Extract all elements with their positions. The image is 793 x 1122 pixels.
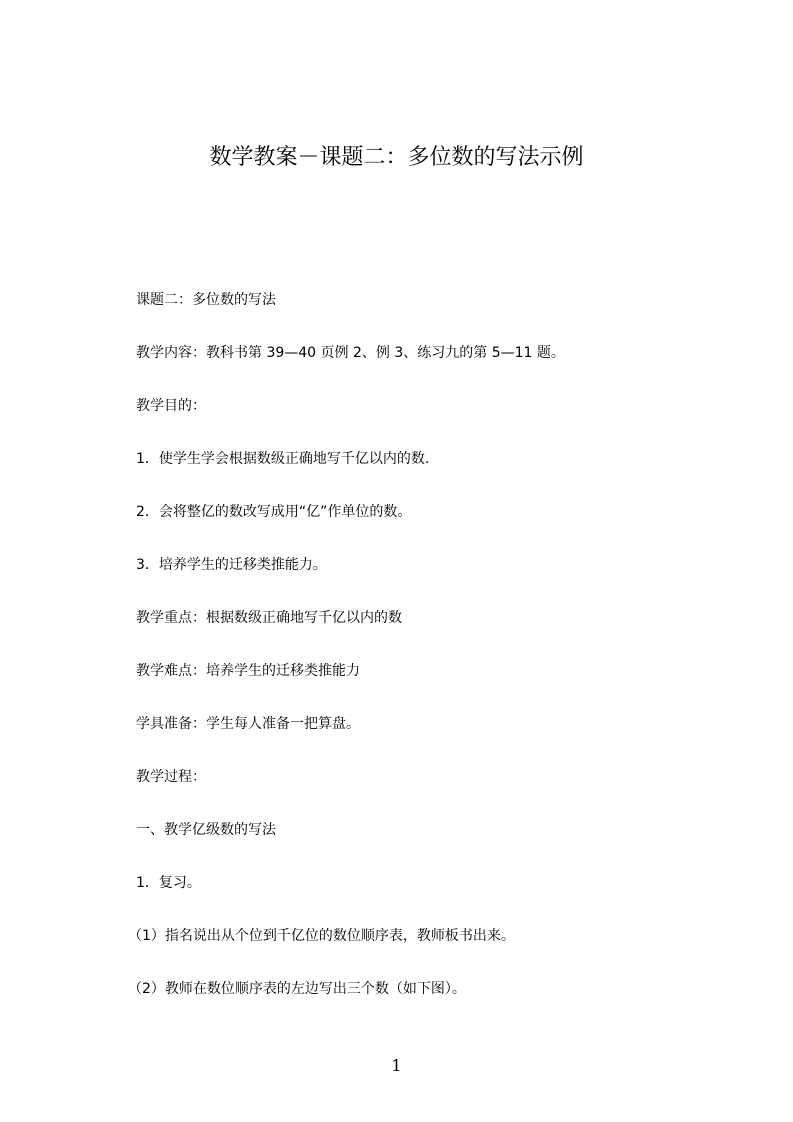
teaching-objectives-heading: 教学目的：	[136, 398, 206, 414]
teaching-content: 教学内容：教科书第 39—40 页例 2、例 3、练习九的第 5—11 题。	[136, 345, 565, 361]
teaching-difficulty: 教学难点：培养学生的迁移类推能力	[136, 663, 360, 679]
objective-item-3: 3．培养学生的迁移类推能力。	[136, 557, 327, 573]
teaching-focus: 教学重点：根据数级正确地写千亿以内的数	[136, 610, 402, 626]
topic-heading: 课题二：多位数的写法	[136, 292, 276, 308]
section-heading-1: 一、教学亿级数的写法	[136, 822, 276, 838]
review-step-item-2: （2）教师在数位顺序表的左边写出三个数（如下图）。	[128, 981, 466, 997]
objective-item-2: 2．会将整亿的数改写成用“亿”作单位的数。	[136, 504, 412, 520]
review-step-item-1: （1）指名说出从个位到千亿位的数位顺序表，教师板书出来。	[128, 928, 515, 944]
learning-materials: 学具准备：学生每人准备一把算盘。	[136, 716, 360, 732]
objective-item-1: 1．使学生学会根据数级正确地写千亿以内的数.	[136, 451, 430, 467]
page-number: 1	[391, 1056, 402, 1075]
teaching-process-heading: 教学过程：	[136, 769, 206, 785]
document-title: 数学教案－课题二：多位数的写法示例	[209, 145, 584, 170]
review-step-heading: 1．复习。	[136, 875, 201, 891]
